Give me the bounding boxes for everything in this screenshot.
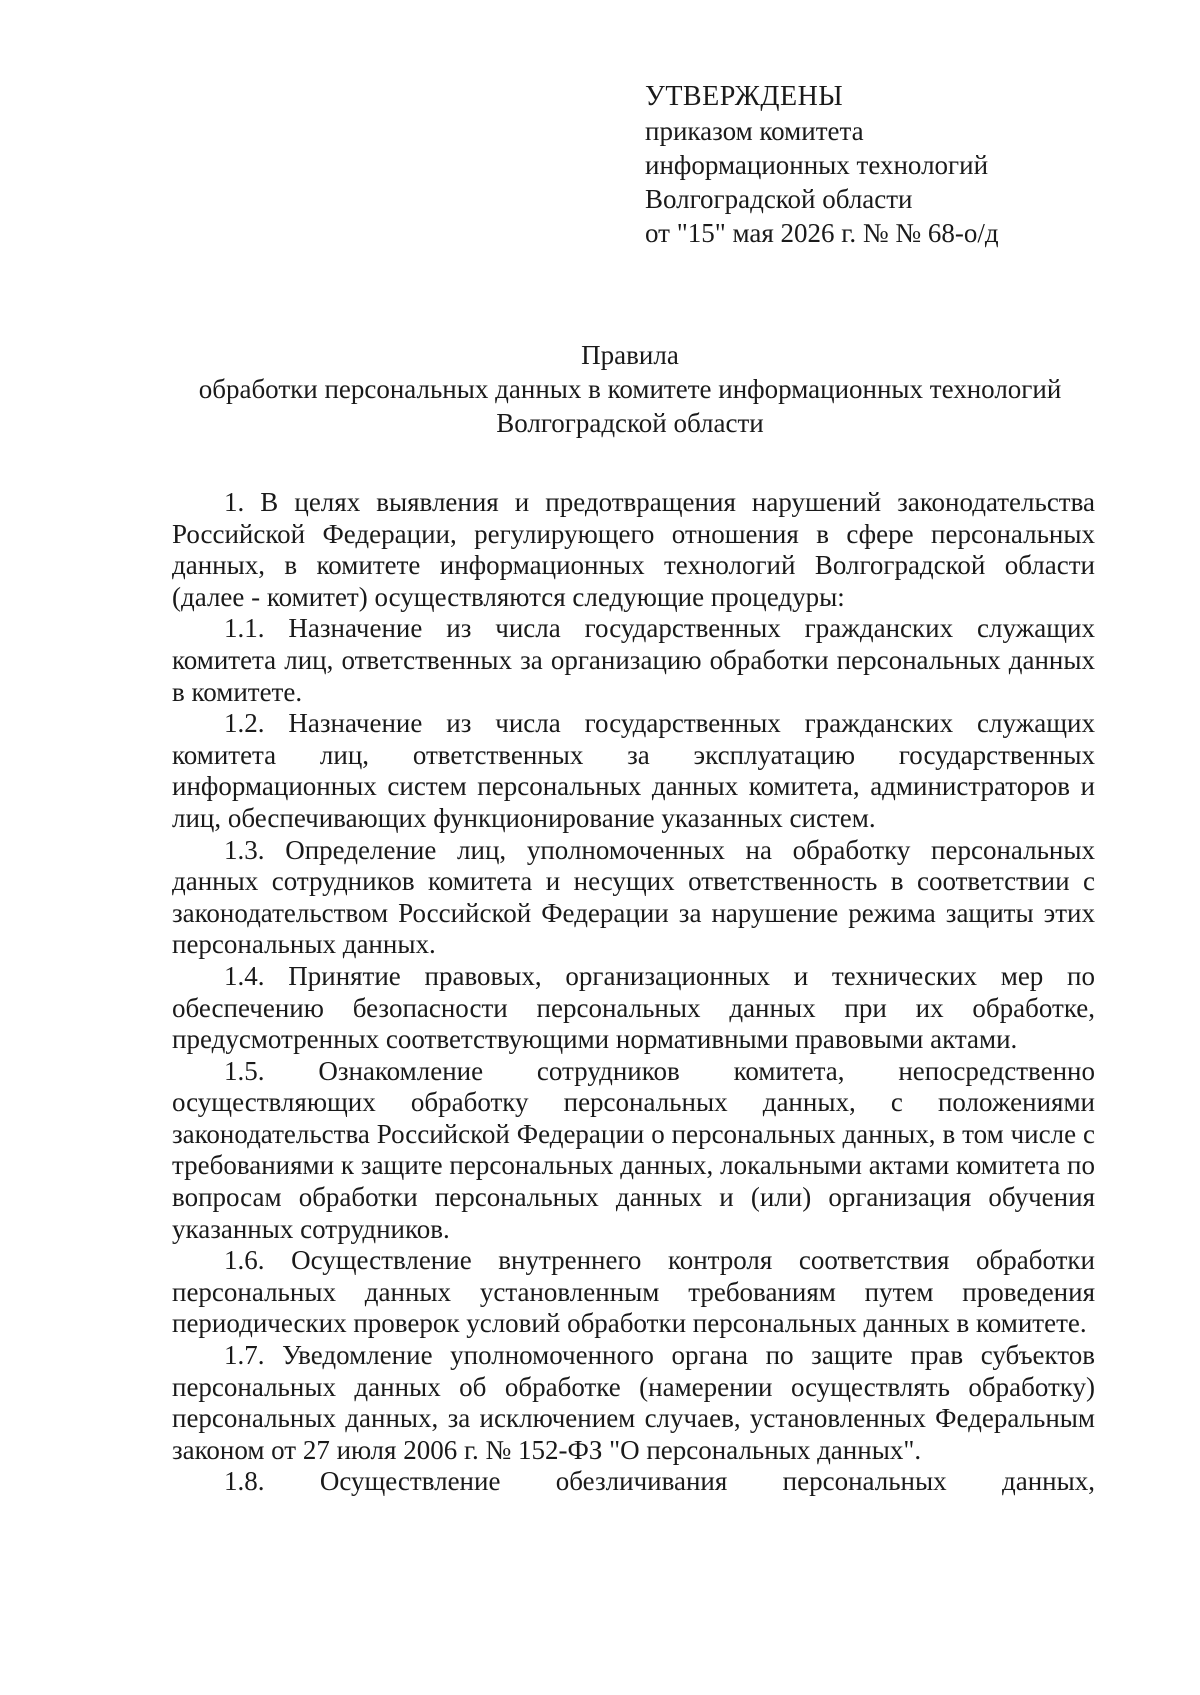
approval-line-region: Волгоградской области (645, 184, 913, 214)
approval-block (645, 80, 1105, 250)
approval-line-date-number: от "15" мая 2026 г. № № 68-о/д (645, 218, 999, 248)
paragraph-1: 1. В целях выявления и предотвращения нарушений законодательства Российской Федерации, регулирующего отношения в сфере персональных данных, в комитете информационных технологий Волгоградской области (далее - комитет) осуществляются следующие процедуры: (172, 487, 1095, 612)
document-title (140, 338, 1120, 440)
document-body (172, 487, 1095, 1498)
document-title-line-3: Волгоградской области (496, 408, 764, 438)
paragraph-1-7: 1.7. Уведомление уполномоченного органа по защите прав субъектов персональных данных об обработке (намерении осуществлять обработку) персональных данных, за исключением случаев, установленных Федеральным законом от 27 июля 2006 г. № 152-ФЗ "О персональных данных". (172, 1340, 1095, 1465)
paragraph-1-3: 1.3. Определение лиц, уполномоченных на обработку персональных данных сотрудников комитета и несущих ответственность в соответствии с законодательством Российской Федерации за нарушение режима защиты этих персональных данных. (172, 834, 1095, 960)
paragraph-1-4: 1.4. Принятие правовых, организационных и технических мер по обеспечению безопасности персональных данных при их обработке, предусмотренных соответствующими нормативными правовыми актами. (172, 960, 1095, 1055)
document-title-line-1: Правила (581, 340, 679, 370)
approval-title: УТВЕРЖДЕНЫ (645, 81, 844, 112)
approval-line-order: приказом комитета (645, 116, 864, 146)
paragraph-1-6: 1.6. Осуществление внутреннего контроля соответствия обработки персональных данных установленным требованиям путем проведения периодических проверок условий обработки персональных данных в комитете. (172, 1245, 1095, 1339)
document-title-line-2: обработки персональных данных в комитете информационных технологий (198, 374, 1062, 404)
approval-line-committee: информационных технологий (645, 150, 989, 180)
paragraph-1-5: 1.5. Ознакомление сотрудников комитета, непосредственно осуществляющих обработку персональных данных, с положениями законодательства Российской Федерации о персональных данных, в том числе с требованиями к защите персональных данных, локальными актами комитета по вопросам обработки персональных данных и (или) организация обучения указанных сотрудников. (172, 1055, 1095, 1244)
paragraph-1-1: 1.1. Назначение из числа государственных гражданских служащих комитета лиц, ответственных за организацию обработки персональных данных в комитете. (172, 613, 1095, 707)
paragraph-1-8: 1.8. Осуществление обезличивания персональных данных, (224, 1466, 1095, 1497)
paragraph-1-2: 1.2. Назначение из числа государственных гражданских служащих комитета лиц, ответственных за эксплуатацию государственных информационных систем персональных данных комитета, администраторов и лиц, обеспечивающих функционирование указанных систем. (172, 708, 1095, 833)
